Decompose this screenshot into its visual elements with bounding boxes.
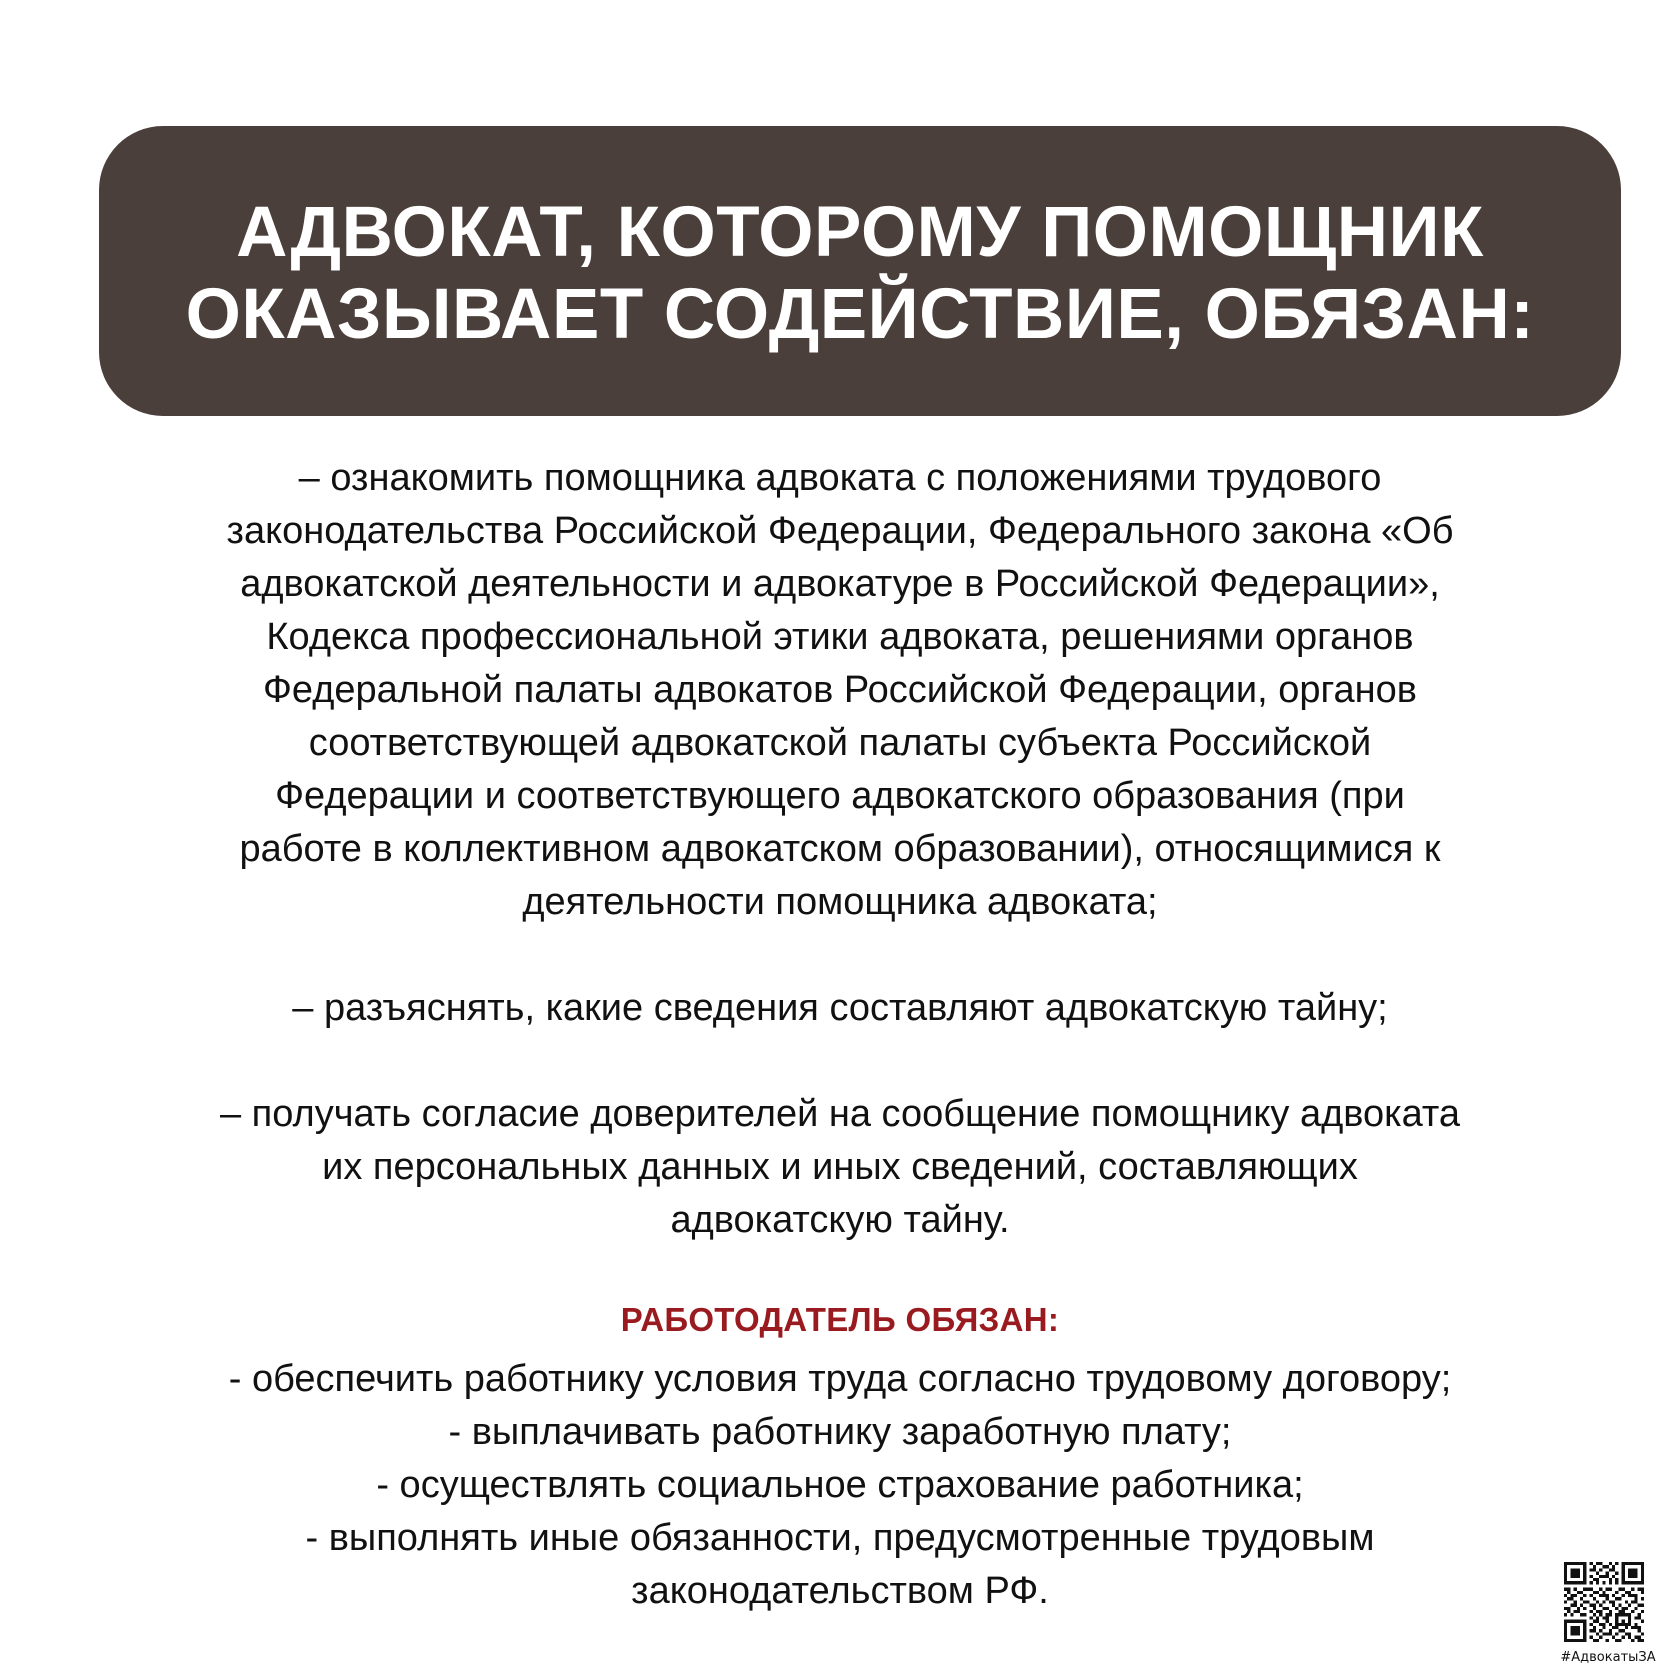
employer-duty-line: - осуществлять социальное страхование работника; xyxy=(376,1464,1304,1506)
header-title-line-1: АДВОКАТ, КОТОРОМУ ПОМОЩНИК xyxy=(236,193,1484,272)
duty-1-line: – ознакомить помощника адвоката с положениями трудового xyxy=(298,457,1382,499)
main-content xyxy=(0,452,1680,1618)
employer-heading: РАБОТОДАТЕЛЬ ОБЯЗАН: xyxy=(620,1301,1060,1338)
duty-1-line: адвокатской деятельности и адвокатуре в Российской Федерации», xyxy=(240,563,1440,605)
duty-1-line: соответствующей адвокатской палаты субъекта Российской xyxy=(308,722,1372,764)
duty-paragraph-1 xyxy=(0,452,1680,929)
header-banner xyxy=(99,126,1621,416)
duty-3-line: их персональных данных и иных сведений, составляющих xyxy=(322,1146,1358,1188)
qr-code-icon xyxy=(1564,1562,1644,1642)
duty-1-line: Федерации и соответствующего адвокатского образования (при xyxy=(275,775,1405,817)
duty-3-line: адвокатскую тайну. xyxy=(670,1199,1010,1241)
header-title-line-2: ОКАЗЫВАЕТ СОДЕЙСТВИЕ, ОБЯЗАН: xyxy=(185,275,1535,354)
duty-2-line: – разъяснять, какие сведения составляют адвокатскую тайну; xyxy=(292,987,1388,1029)
employer-duties xyxy=(0,1353,1680,1618)
employer-duty-line: - обеспечить работнику условия труда согласно трудовому договору; xyxy=(228,1358,1452,1400)
employer-duty-line: - выполнять иные обязанности, предусмотренные трудовым xyxy=(305,1517,1375,1559)
duty-1-line: работе в коллективном адвокатском образовании), относящимися к xyxy=(239,828,1441,870)
duty-paragraph-3 xyxy=(0,1088,1680,1247)
duty-1-line: деятельности помощника адвоката; xyxy=(522,881,1158,923)
employer-duty-line: законодательством РФ. xyxy=(631,1570,1049,1612)
duty-1-line: Федеральной палаты адвокатов Российской Федерации, органов xyxy=(263,669,1417,711)
employer-duty-line: - выплачивать работнику заработную плату; xyxy=(448,1411,1232,1453)
duty-1-line: законодательства Российской Федерации, Федерального закона «Об xyxy=(226,510,1454,552)
duty-1-line: Кодекса профессиональной этики адвоката, решениями органов xyxy=(266,616,1414,658)
duty-3-line: – получать согласие доверителей на сообщение помощнику адвоката xyxy=(219,1093,1461,1135)
hashtag-label: #АдвокатыЗА xyxy=(1560,1650,1656,1665)
duty-paragraph-2 xyxy=(0,982,1680,1035)
